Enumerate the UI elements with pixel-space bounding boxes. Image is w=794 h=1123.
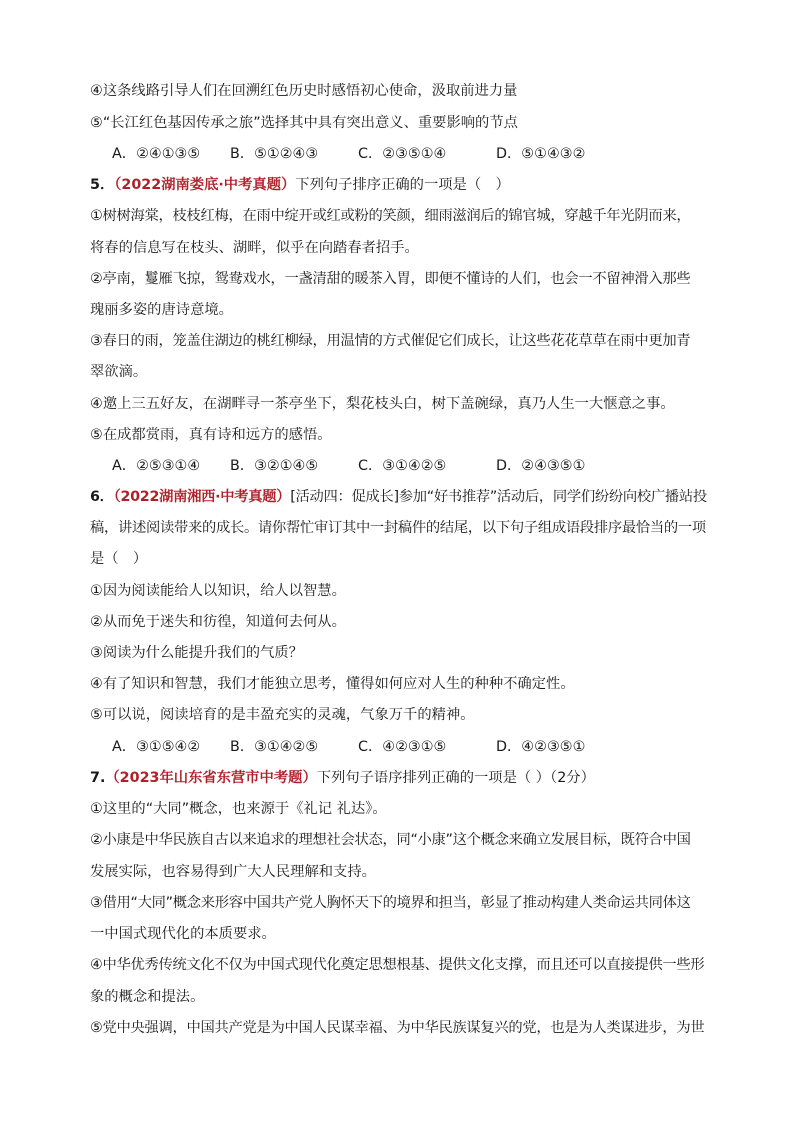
q6-header: [90, 487, 708, 507]
q5-sentence-4: ④邀上三五好友，在湖畔寻一茶亭坐下，梨花枝头白，树下盖碗绿，真乃人生一大惬意之事。: [90, 396, 675, 412]
q4-sentence-4: ④这条线路引导人们在回溯红色历史时感悟初心使命，汲取前进力量: [90, 83, 518, 99]
q6-sentence-3: ③阅读为什么能提升我们的气质？: [90, 645, 303, 661]
q6-option-c[interactable]: C．④②③①⑤: [358, 739, 447, 755]
q5-option-a[interactable]: A．②⑤③①④: [112, 458, 201, 474]
q5-sentence-5: ⑤在成都赏雨，真有诗和远方的感悟。: [90, 427, 332, 443]
q5-sentence-3b: 翠欲滴。: [90, 364, 148, 380]
q4-option-a[interactable]: A．②④①③⑤: [112, 146, 201, 162]
q6-sentence-1: ①因为阅读能给人以知识，给人以智慧。: [90, 583, 346, 599]
q5-sentence-3a: ③春日的雨，笼盖住湖边的桃红柳绿，用温情的方式催促它们成长，让这些花花草草在雨中更加青: [90, 333, 691, 349]
q7-source: （2023年山东省东营市中考题）: [105, 770, 317, 786]
q5-option-b[interactable]: B．③②①④⑤: [230, 458, 319, 474]
q6-sentence-2: ②从而免于迷失和彷徨，知道何去何从。: [90, 614, 346, 630]
q7-header: [90, 768, 708, 788]
q7-sentence-3a: ③借用“大同”概念来形容中国共产党人胸怀天下的境界和担当，彰显了推动构建人类命运共同体这: [90, 895, 691, 911]
q6-sentence-5: ⑤可以说，阅读培育的是丰盈充实的灵魂，气象万千的精神。: [90, 707, 475, 723]
q5-sentence-1a: ①树树海棠，枝枝红梅，在雨中绽开或红或粉的笑颜，细雨滋润后的锦官城，穿越千年光阴而来，: [90, 208, 691, 224]
q5-option-d[interactable]: D．②④③⑤①: [496, 458, 586, 474]
q5-sentence-2b: 瑰丽多姿的唐诗意境。: [90, 302, 233, 318]
q6-option-a[interactable]: A．③①⑤④②: [112, 739, 201, 755]
q5-sentence-1b: 将春的信息写在枝头、湖畔，似乎在向踏春者招手。: [90, 240, 419, 256]
q6-stem-line-3: 是（ ）: [90, 551, 148, 567]
q6-sentence-4: ④有了知识和智慧，我们才能独立思考，懂得如何应对人生的种种不确定性。: [90, 676, 575, 692]
q7-sentence-2b: 发展实际，也容易得到广大人民理解和支持。: [90, 864, 376, 880]
q6-options: [112, 737, 730, 757]
q7-sentence-4a: ④中华优秀传统文化不仅为中国式现代化奠定思想根基、提供文化支撑，而且还可以直接提供一些形: [90, 957, 705, 973]
q5-options: [112, 456, 730, 476]
q6-option-b[interactable]: B．③①④②⑤: [230, 739, 319, 755]
q5-source: （2022湖南娄底·中考真题）: [114, 177, 296, 193]
q4-option-d[interactable]: D．⑤①④③②: [496, 146, 586, 162]
q6-stem-line-2: 稿，讲述阅读带来的成长。请你帮忙审订其中一封稿件的结尾，以下句子组成语段排序最恰当的一项: [90, 520, 706, 536]
q5-sentence-2a: ②亭南，鬘雁飞掠，鸳鸯戏水，一盏清甜的暖茶入胃，即便不懂诗的人们，也会一不留神滑入那些: [90, 271, 691, 287]
q4-options: [112, 144, 730, 164]
q7-sentence-3b: 一中国式现代化的本质要求。: [90, 926, 276, 942]
q7-sentence-4b: 象的概念和提法。: [90, 989, 205, 1005]
q4-option-b[interactable]: B．⑤①②④③: [230, 146, 319, 162]
q5-option-c[interactable]: C．③①④②⑤: [358, 458, 447, 474]
q5-stem: 下列句子排序正确的一项是（ ）: [295, 177, 510, 193]
q7-sentence-1: ①这里的“大同”概念，也来源于《礼记 礼达》。: [90, 801, 387, 817]
q4-option-c[interactable]: C．②③⑤①④: [358, 146, 447, 162]
q7-stem: 下列句子语序排列正确的一项是（ ）（2分）: [316, 770, 595, 786]
q7-number: 7.: [90, 770, 106, 786]
q7-sentence-5a: ⑤党中央强调，中国共产党是为中国人民谋幸福、为中华民族谋复兴的党，也是为人类谋进步，为世: [90, 1020, 705, 1036]
q7-sentence-2a: ②小康是中华民族自古以来追求的理想社会状态，同“小康”这个概念来确立发展目标，既符合中国: [90, 832, 691, 848]
q5-header: [90, 175, 708, 195]
q5-number: 5．: [90, 177, 115, 193]
q4-sentence-5: ⑤“长江红色基因传承之旅”选择其中具有突出意义、重要影响的节点: [90, 115, 518, 131]
q6-number: 6．: [90, 489, 114, 505]
q6-option-d[interactable]: D．④②③⑤①: [496, 739, 586, 755]
q6-stem-line-1: [活动四：促成长]参加“好书推荐”活动后，同学们纷纷向校广播站投: [290, 489, 707, 505]
q6-source: （2022湖南湘西·中考真题）: [113, 489, 291, 505]
